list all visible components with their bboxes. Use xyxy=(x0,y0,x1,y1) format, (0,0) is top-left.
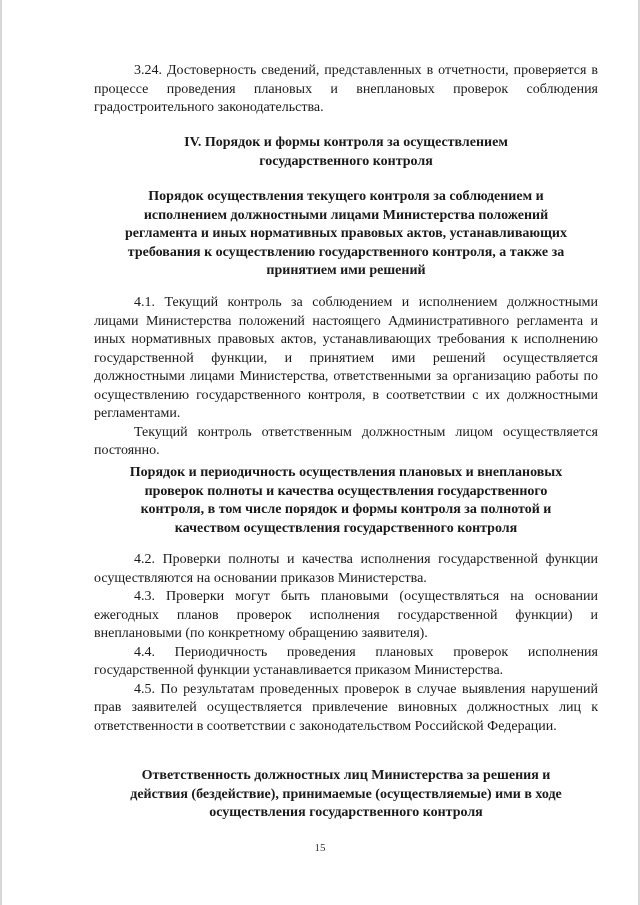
periodic-checks-line3: контроля, в том числе порядок и формы контроля за полнотой и xyxy=(140,502,552,517)
periodic-checks-line1: Порядок и периодичность осуществления плановых и внеплановых xyxy=(129,465,563,480)
paragraph-4-1-text: 4.1. Текущий контроль за соблюдением и исполнением должностными лицами Министерства положений настоящего Административного регламента и иных нормативных правовых актов, устанавливающих требования к исполнению государственной функции, и принятием ими решений осуществляется должностными лицами Министерства, ответственными за организацию работы по осуществлению государственного контроля, в соответствии с их должностными регламентами. xyxy=(94,295,598,421)
section-iv-line2: государственного контроля xyxy=(259,153,433,169)
paragraph-3-24 xyxy=(94,62,598,118)
periodic-checks-heading xyxy=(94,464,598,538)
current-control-heading xyxy=(94,188,598,281)
paragraph-3-24-text: 3.24. Достоверность сведений, представленных в отчетности, проверяется в процессе проведения плановых и внеплановых проверок соблюдения градостроительного законодательства. xyxy=(94,63,598,115)
section-iv-line1: IV. Порядок и формы контроля за осуществлением xyxy=(184,135,508,150)
current-control-line3: регламента и иных нормативных правовых актов, устанавливающих xyxy=(125,226,567,241)
current-control-line2: исполнением должностными лицами Министерства положений xyxy=(143,207,549,223)
paragraph-4-3-text: 4.3. Проверки могут быть плановыми (осуществляться на основании ежегодных планов проверок исполнения государственной функции) и внеплановыми (по конкретному обращению заявителя). xyxy=(94,589,598,641)
responsibility-heading xyxy=(94,767,598,823)
paragraph-4-2-text: 4.2. Проверки полноты и качества исполнения государственной функции осуществляются на основании приказов Министерства. xyxy=(94,552,598,586)
paragraph-4-5-text: 4.5. По результатам проведенных проверок в случае выявления нарушений прав заявителей осуществляется привлечение виновных должностных лиц к ответственности в соответствии с законодательством Российской Федерации. xyxy=(94,681,598,734)
responsibility-line2: действия (бездействие), принимаемые (осуществляемые) ими в ходе xyxy=(130,786,562,802)
periodic-checks-line2: проверок полноты и качества осуществления государственного xyxy=(144,483,548,499)
paragraph-4-1-continuation: Текущий контроль ответственным должностным лицом осуществляется постоянно. xyxy=(94,424,598,458)
responsibility-line1: Ответственность должностных лиц Министерства за решения и xyxy=(141,768,551,783)
paragraph-4-4-text: 4.4. Периодичность проведения плановых проверок исполнения государственной функции устанавливается приказом Министерства. xyxy=(94,644,598,678)
paragraphs-4-2-to-4-5 xyxy=(94,551,598,736)
section-iv-heading xyxy=(94,134,598,171)
paragraph-4-1 xyxy=(94,294,598,461)
responsibility-line3: осуществления государственного контроля xyxy=(209,805,483,820)
current-control-line4: требования к осуществлению государственного контроля, а также за xyxy=(127,244,565,260)
scan-edge-left xyxy=(0,0,2,905)
current-control-line1: Порядок осуществления текущего контроля за соблюдением и xyxy=(148,189,544,204)
current-control-line5: принятием ими решений xyxy=(266,263,426,278)
periodic-checks-line4: качеством осуществления государственного контроля xyxy=(174,520,518,536)
page-number: 15 xyxy=(314,842,326,854)
